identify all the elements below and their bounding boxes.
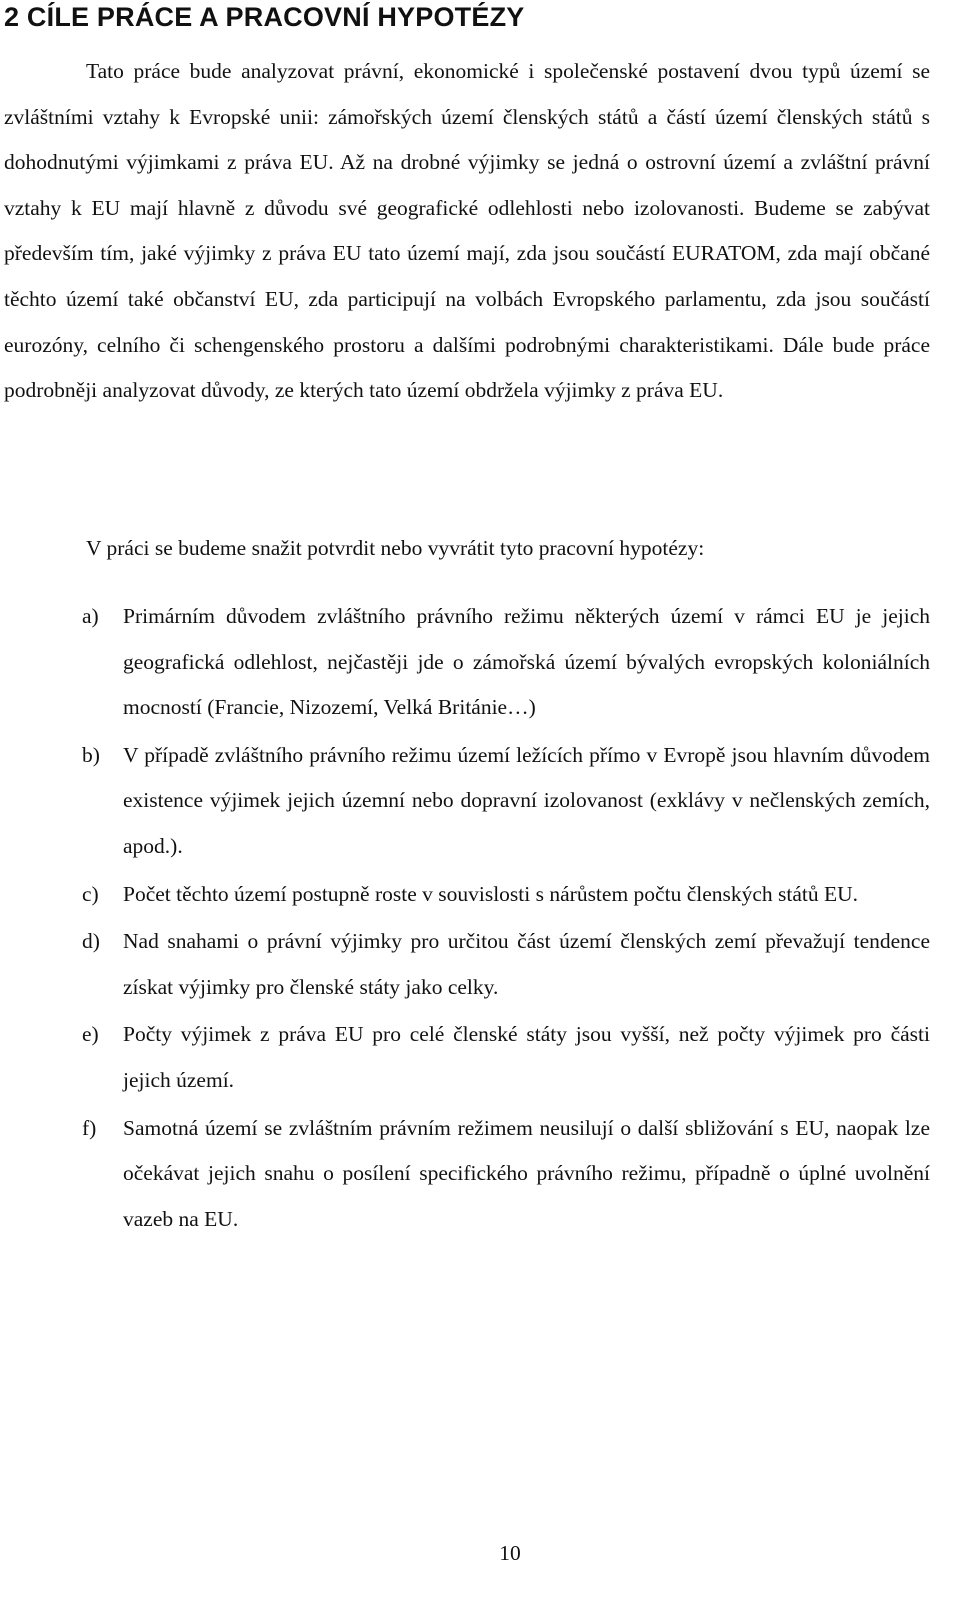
hypothesis-text: Primárním důvodem zvláštního právního režimu některých území v rámci EU je jejich geografická odlehlost, nejčastěji jde o zámořská území bývalých evropských koloniálních mocností (Francie, Nizozemí, Velká Británie…) <box>123 604 930 720</box>
page-number: 10 <box>499 1541 521 1565</box>
hypothesis-text: Počet těchto území postupně roste v souvislosti s nárůstem počtu členských států EU. <box>123 881 859 906</box>
hypotheses-intro: V práci se budeme snažit potvrdit nebo vyvrátit tyto pracovní hypotézy: <box>86 536 705 560</box>
list-marker: f) <box>82 1115 97 1140</box>
list-marker: d) <box>82 929 100 954</box>
list-marker: a) <box>82 604 99 628</box>
hypotheses-list <box>82 594 930 1242</box>
intro-paragraph: Tato práce bude analyzovat právní, ekonomické i společenské postavení dvou typů území se zvláštními vztahy k Evropské unii: zámořských území členských států a částí území členských států s dohodnutými výjimkami z práva EU. Až na drobné výjimky se jedná o ostrovní území a zvláštní právní vztahy k EU mají hlavně z důvodu své geografické odlehlosti nebo izolovanosti. Budeme se zabývat především tím, jaké výjimky z práva EU tato území mají, zda jsou součástí EURATOM, zda mají občané těchto území také občanství EU, zda participují na volbách Evropského parlamentu, zda jsou součástí eurozóny, celního či schengenského prostoru a dalšími podrobnými charakteristikami. Dále bude práce podrobněji analyzovat důvody, ze kterých tato území obdržela výjimky z práva EU. <box>4 59 930 403</box>
hypothesis-item-b <box>82 733 930 870</box>
hypothesis-text: V případě zvláštního právního režimu území ležících přímo v Evropě jsou hlavním důvodem existence výjimek jejich územní nebo dopravní izolovanost (exklávy v nečlenských zemích, apod.). <box>123 742 930 858</box>
list-marker: b) <box>82 742 100 767</box>
chapter-heading: 2 CÍLE PRÁCE A PRACOVNÍ HYPOTÉZY <box>4 2 525 32</box>
hypothesis-item-f <box>82 1106 930 1243</box>
hypothesis-item-c <box>82 872 930 918</box>
hypothesis-text: Nad snahami o právní výjimky pro určitou část území členských zemí převažují tendence získat výjimky pro členské státy jako celky. <box>123 929 930 999</box>
hypothesis-item-a <box>82 594 930 731</box>
hypothesis-item-d <box>82 919 930 1010</box>
hypothesis-text: Samotná území se zvláštním právním režimem neusilují o další sbližování s EU, naopak lze očekávat jejich snahu o posílení specifického právního režimu, případně o úplné uvolnění vazeb na EU. <box>123 1115 930 1231</box>
hypothesis-text: Počty výjimek z práva EU pro celé členské státy jsou vyšší, než počty výjimek pro části jejich území. <box>123 1022 930 1092</box>
list-marker: c) <box>82 881 99 906</box>
list-marker: e) <box>82 1022 99 1047</box>
hypothesis-item-e <box>82 1012 930 1103</box>
